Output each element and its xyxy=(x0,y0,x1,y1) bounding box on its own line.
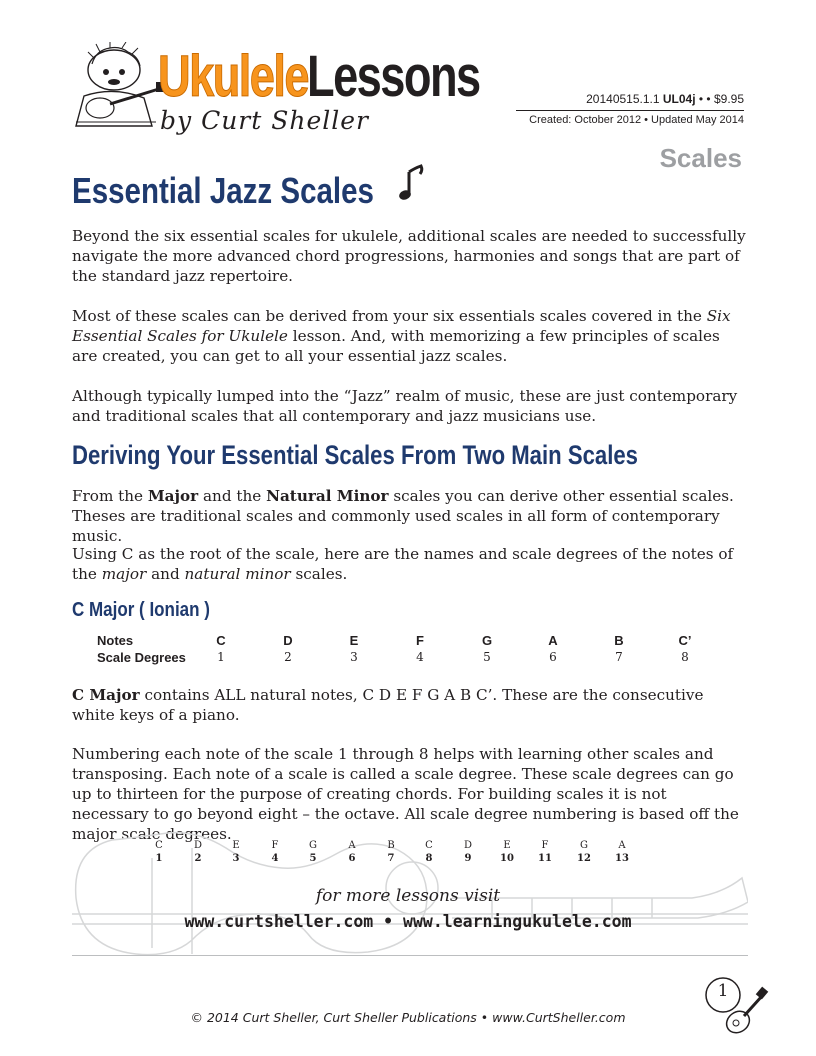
scale-note: C xyxy=(216,633,226,648)
section-paragraph-2 xyxy=(72,544,748,584)
section-p1-c: scales you can derive other essential scales. Theses are traditional scales and commonly used scales in all form of contemporary music. xyxy=(72,487,734,545)
natural-minor-term-italic: natural minor xyxy=(184,565,291,583)
section-paragraph-1 xyxy=(72,486,748,546)
degree-grid-note: G xyxy=(309,840,317,851)
section-p1-b: and the xyxy=(198,487,267,505)
degree-grid-number: 13 xyxy=(615,853,629,864)
c-major-desc-text: contains ALL natural notes, C D E F G A B C’. These are the consecutive white keys of a piano. xyxy=(72,686,704,724)
degree-grid-number: 10 xyxy=(500,853,514,864)
footer-website-links[interactable]: www.curtsheller.com • www.learningukulele.com xyxy=(184,912,632,931)
notes-row-label: Notes xyxy=(97,633,134,648)
scale-note: A xyxy=(548,633,558,648)
c-major-term: C Major xyxy=(72,686,140,704)
scale-degree: 8 xyxy=(681,650,689,664)
degree-grid-number: 4 xyxy=(271,853,279,864)
degree-grid-note: A xyxy=(618,840,626,851)
music-note-icon xyxy=(398,164,428,204)
lesson-dates: Created: October 2012 • Updated May 2014 xyxy=(529,114,744,126)
section-p2-c: scales. xyxy=(290,565,348,583)
footer-visit-text: for more lessons visit xyxy=(315,886,501,906)
degree-grid-note: C xyxy=(425,840,433,851)
degree-grid-number: 8 xyxy=(425,853,433,864)
scale-degree: 3 xyxy=(350,650,358,664)
section-p2-b: and xyxy=(146,565,185,583)
lesson-reference: Six Essential Scales for Ukulele xyxy=(72,307,731,345)
brand-ukulele-wordmark: Ukulele xyxy=(158,44,309,109)
intro-paragraph-3: Although typically lumped into the “Jazz” realm of music, these are just contemporary and traditional scales that all contemporary and jazz musicians use. xyxy=(72,387,738,425)
degree-grid-number: 9 xyxy=(464,853,472,864)
degree-grid-note: B xyxy=(387,840,395,851)
degree-grid-number: 6 xyxy=(348,853,356,864)
degree-grid-number: 2 xyxy=(194,853,202,864)
degree-grid-note: G xyxy=(580,840,588,851)
lesson-price: • • $9.95 xyxy=(695,92,744,106)
degree-grid-number: 11 xyxy=(538,853,552,864)
scale-degree: 5 xyxy=(483,650,491,664)
lesson-code xyxy=(586,92,744,106)
c-major-heading: C Major ( Ionian ) xyxy=(72,599,210,621)
degree-grid-note: F xyxy=(541,840,549,851)
footer-rule xyxy=(72,955,748,956)
scale-degree: 7 xyxy=(615,650,623,664)
scale-note: B xyxy=(614,633,624,648)
degree-grid-number: 1 xyxy=(155,853,163,864)
degree-grid-note: D xyxy=(463,840,473,851)
scale-note: E xyxy=(349,633,359,648)
intro-p2-text-a: Most of these scales can be derived from your six essentials scales covered in the xyxy=(72,307,707,325)
scale-note: D xyxy=(283,633,293,648)
degree-grid-number: 5 xyxy=(309,853,317,864)
ukulele-player-logo-icon xyxy=(70,42,170,132)
degree-grid-note: E xyxy=(232,840,240,851)
scale-degree-numbering-paragraph: Numbering each note of the scale 1 through 8 helps with learning other scales and transposing. Each note of a scale is called a scale degree. These scale degrees can go up to thirteen for the purpose of creating chords. For building scales it is not necessary to go beyond eight – the octave. All scale degree numbering is based off the major scale degrees. xyxy=(72,745,739,843)
scale-degree: 2 xyxy=(284,650,292,664)
brand-byline: by Curt Sheller xyxy=(160,106,370,135)
scale-degrees-row-label: Scale Degrees xyxy=(97,650,186,665)
scale-note: C’ xyxy=(678,633,692,648)
degree-grid-note: D xyxy=(193,840,203,851)
natural-minor-term: Natural Minor xyxy=(266,487,389,505)
c-major-description xyxy=(72,685,748,725)
section-p2-a: Using C as the root of the scale, here are the names and scale degrees of the notes of the xyxy=(72,545,734,583)
intro-p2-text-b: lesson. And, with memorizing a few principles of scales are created, you can get to all your essential jazz scales. xyxy=(72,327,720,365)
header-rule xyxy=(516,110,744,111)
intro-paragraph-2 xyxy=(72,306,748,366)
section-p1-a: From the xyxy=(72,487,148,505)
page-title: Essential Jazz Scales xyxy=(72,170,374,211)
category-label: Scales xyxy=(659,143,742,173)
degree-grid-number: 3 xyxy=(232,853,240,864)
scale-degree: 1 xyxy=(217,650,225,664)
degree-grid-note: F xyxy=(271,840,279,851)
section-heading: Deriving Your Essential Scales From Two Main Scales xyxy=(72,440,639,470)
intro-paragraph-1: Beyond the six essential scales for ukulele, additional scales are needed to successfully navigate the more advanced chord progressions, harmonies and songs that are part of the standard jazz repertoire. xyxy=(72,227,746,285)
lesson-code-id: UL04j xyxy=(662,92,696,106)
major-term: Major xyxy=(147,487,199,505)
scale-note: G xyxy=(481,633,493,648)
page-number: 1 xyxy=(717,981,729,1001)
degree-grid-note: C xyxy=(155,840,163,851)
degree-grid-note: E xyxy=(503,840,511,851)
brand-lessons-wordmark: Lessons xyxy=(307,44,480,109)
copyright-notice: © 2014 Curt Sheller, Curt Sheller Publications • www.CurtSheller.com xyxy=(190,1010,626,1025)
major-term-italic: major xyxy=(101,565,147,583)
degree-grid-number: 7 xyxy=(387,853,395,864)
scale-degree: 6 xyxy=(549,650,557,664)
degree-grid-note: A xyxy=(348,840,356,851)
degree-grid-number: 12 xyxy=(577,853,591,864)
scale-degree: 4 xyxy=(416,650,424,664)
scale-note: F xyxy=(416,633,424,648)
lesson-code-prefix: 20140515.1.1 xyxy=(586,92,663,106)
